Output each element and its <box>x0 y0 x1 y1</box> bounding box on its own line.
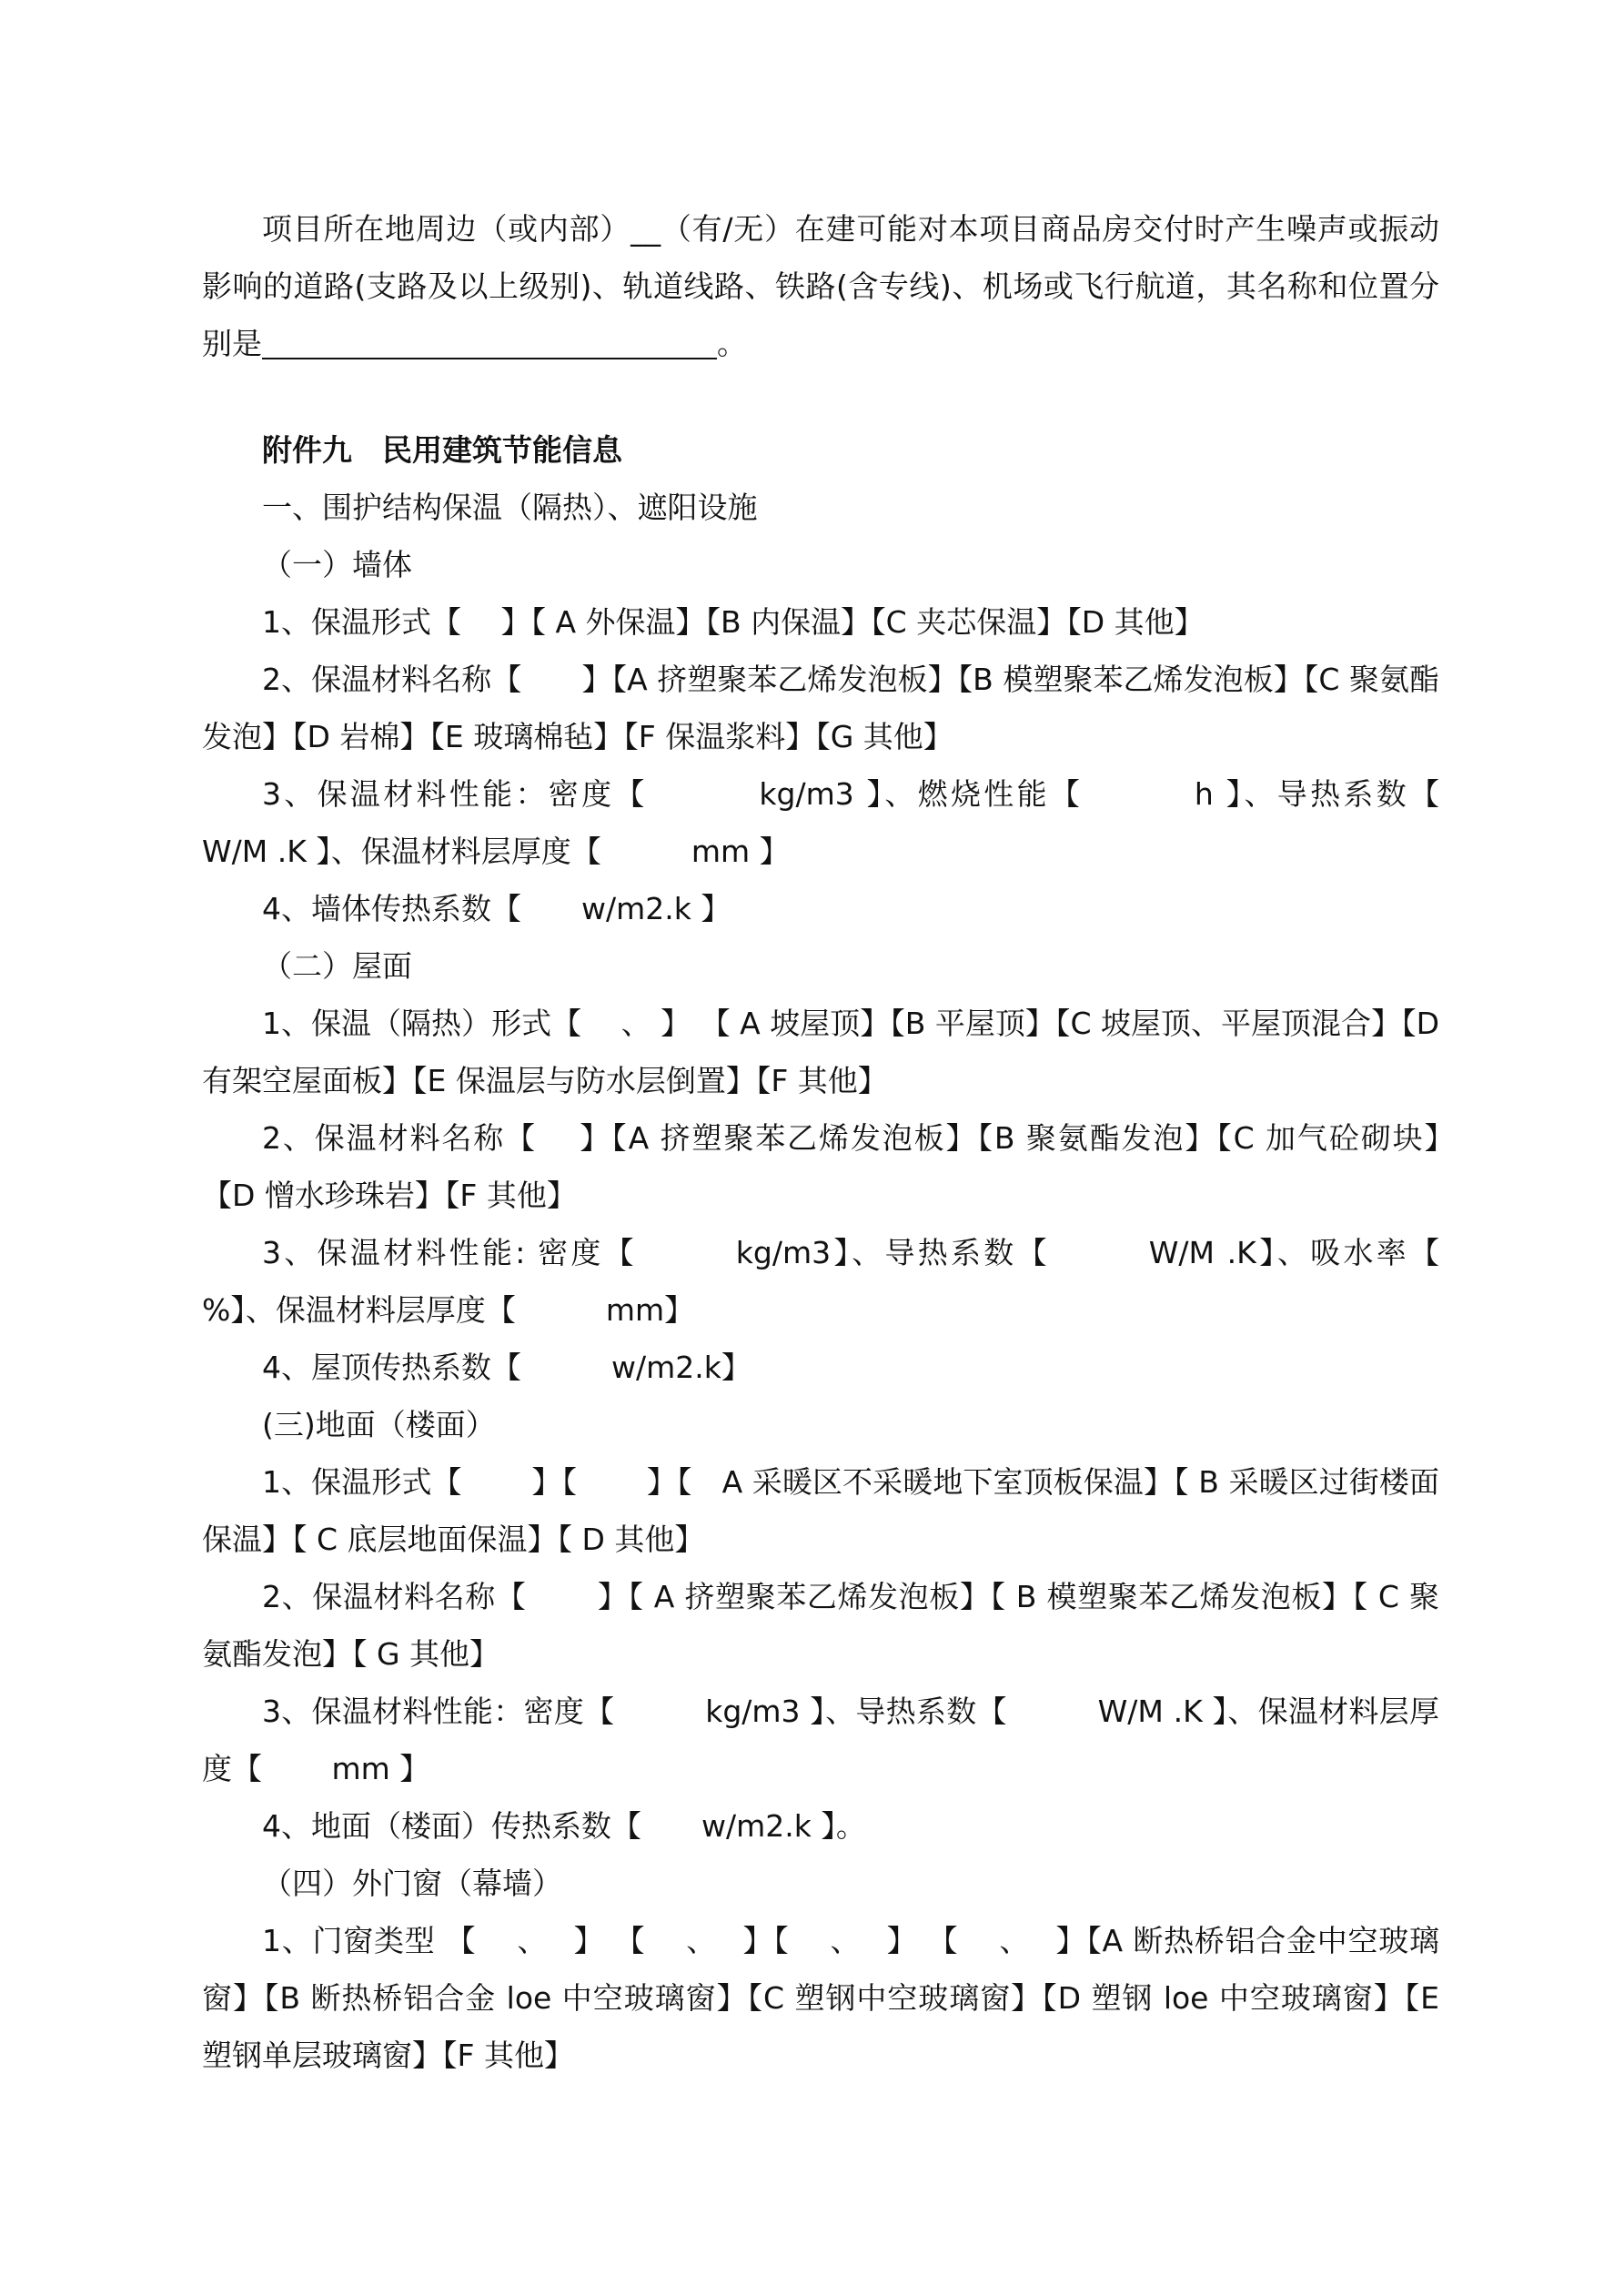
section-heading: 一、围护结构保温（隔热）、遮阳设施 <box>262 490 758 525</box>
wall-item-2: 2、保温材料名称【 】【A 挤塑聚苯乙烯发泡板】【B 模塑聚苯乙烯发泡板】【C 聚氨酯发泡】【D 岩棉】【E 玻璃棉毡】【F 保温浆料】【G 其他】 <box>202 662 1439 754</box>
subsection-heading-window: （四）外门窗（幕墙） <box>262 1866 562 1901</box>
intro-end: 。 <box>717 326 747 361</box>
wall-item-3: 3、保温材料性能：密度【 kg/m3 】、燃烧性能【 h 】、导热系数【 W/M .K 】、保温材料层厚度【 mm 】 <box>202 776 1499 869</box>
roof-item-1: 1、保温（隔热）形式【 、 】 【 A 坡屋顶】【B 平屋顶】【C 坡屋顶、平屋顶混合】【D 有架空屋面板】【E 保温层与防水层倒置】【F 其他】 <box>202 1006 1439 1098</box>
floor-item-1: 1、保温形式【 】【 】【 A 采暖区不采暖地下室顶板保温】【 B 采暖区过街楼面保温】【 C 底层地面保温】【 D 其他】 <box>202 1464 1439 1557</box>
floor-item-4: 4、地面（楼面）传热系数【 w/m2.k 】。 <box>262 1808 866 1844</box>
intro-paragraph <box>202 200 1439 372</box>
document-page <box>202 200 1529 2084</box>
floor-item-2: 2、保温材料名称【 】【 A 挤塑聚苯乙烯发泡板】【 B 模塑聚苯乙烯发泡板】【 C 聚氨酯发泡】【 G 其他】 <box>202 1579 1439 1672</box>
subsection-heading-floor: (三)地面（楼面） <box>262 1407 496 1442</box>
roof-item-3: 3、保温材料性能: 密度【 kg/m3】、导热系数【 W/M .K】、吸水率【 %】、保温材料层厚度【 mm】 <box>202 1235 1529 1328</box>
roof-item-4: 4、屋顶传热系数【 w/m2.k】 <box>262 1350 751 1385</box>
fill-in-blank[interactable] <box>262 325 717 359</box>
wall-item-4: 4、墙体传热系数【 w/m2.k 】 <box>262 891 731 926</box>
window-item-1: 1、门窗类型 【 、 】 【 、 】【 、 】 【 、 】【A 断热桥铝合金中空玻璃窗】【B 断热桥铝合金 loe 中空玻璃窗】【C 塑钢中空玻璃窗】【D 塑钢 loe 中空玻璃窗】【E 塑钢单层玻璃窗】【F 其他】 <box>202 1923 1439 2073</box>
subsection-heading-wall: （一）墙体 <box>262 547 412 582</box>
floor-item-3: 3、保温材料性能：密度【 kg/m3 】、导热系数【 W/M .K 】、保温材料层厚度【 mm 】 <box>202 1694 1439 1786</box>
attachment-title: 附件九 民用建筑节能信息 <box>262 432 622 468</box>
spacer <box>202 372 1439 421</box>
subsection-heading-roof: （二）屋面 <box>262 948 412 984</box>
intro-text: 项目所在地周边（或内部）__（有/无）在建可能对本项目商品房交付时产生噪声或振动影响的道路(支路及以上级别)、轨道线路、铁路(含专线)、机场或飞行航道，其名称和位置分别是 <box>202 211 1439 361</box>
roof-item-2: 2、保温材料名称【 】【A 挤塑聚苯乙烯发泡板】【B 聚氨酯发泡】【C 加气砼砌块】 【D 憎水珍珠岩】【F 其他】 <box>202 1120 1469 1213</box>
wall-item-1: 1、保温形式【 】【 A 外保温】【B 内保温】【C 夹芯保温】【D 其他】 <box>262 604 1205 640</box>
